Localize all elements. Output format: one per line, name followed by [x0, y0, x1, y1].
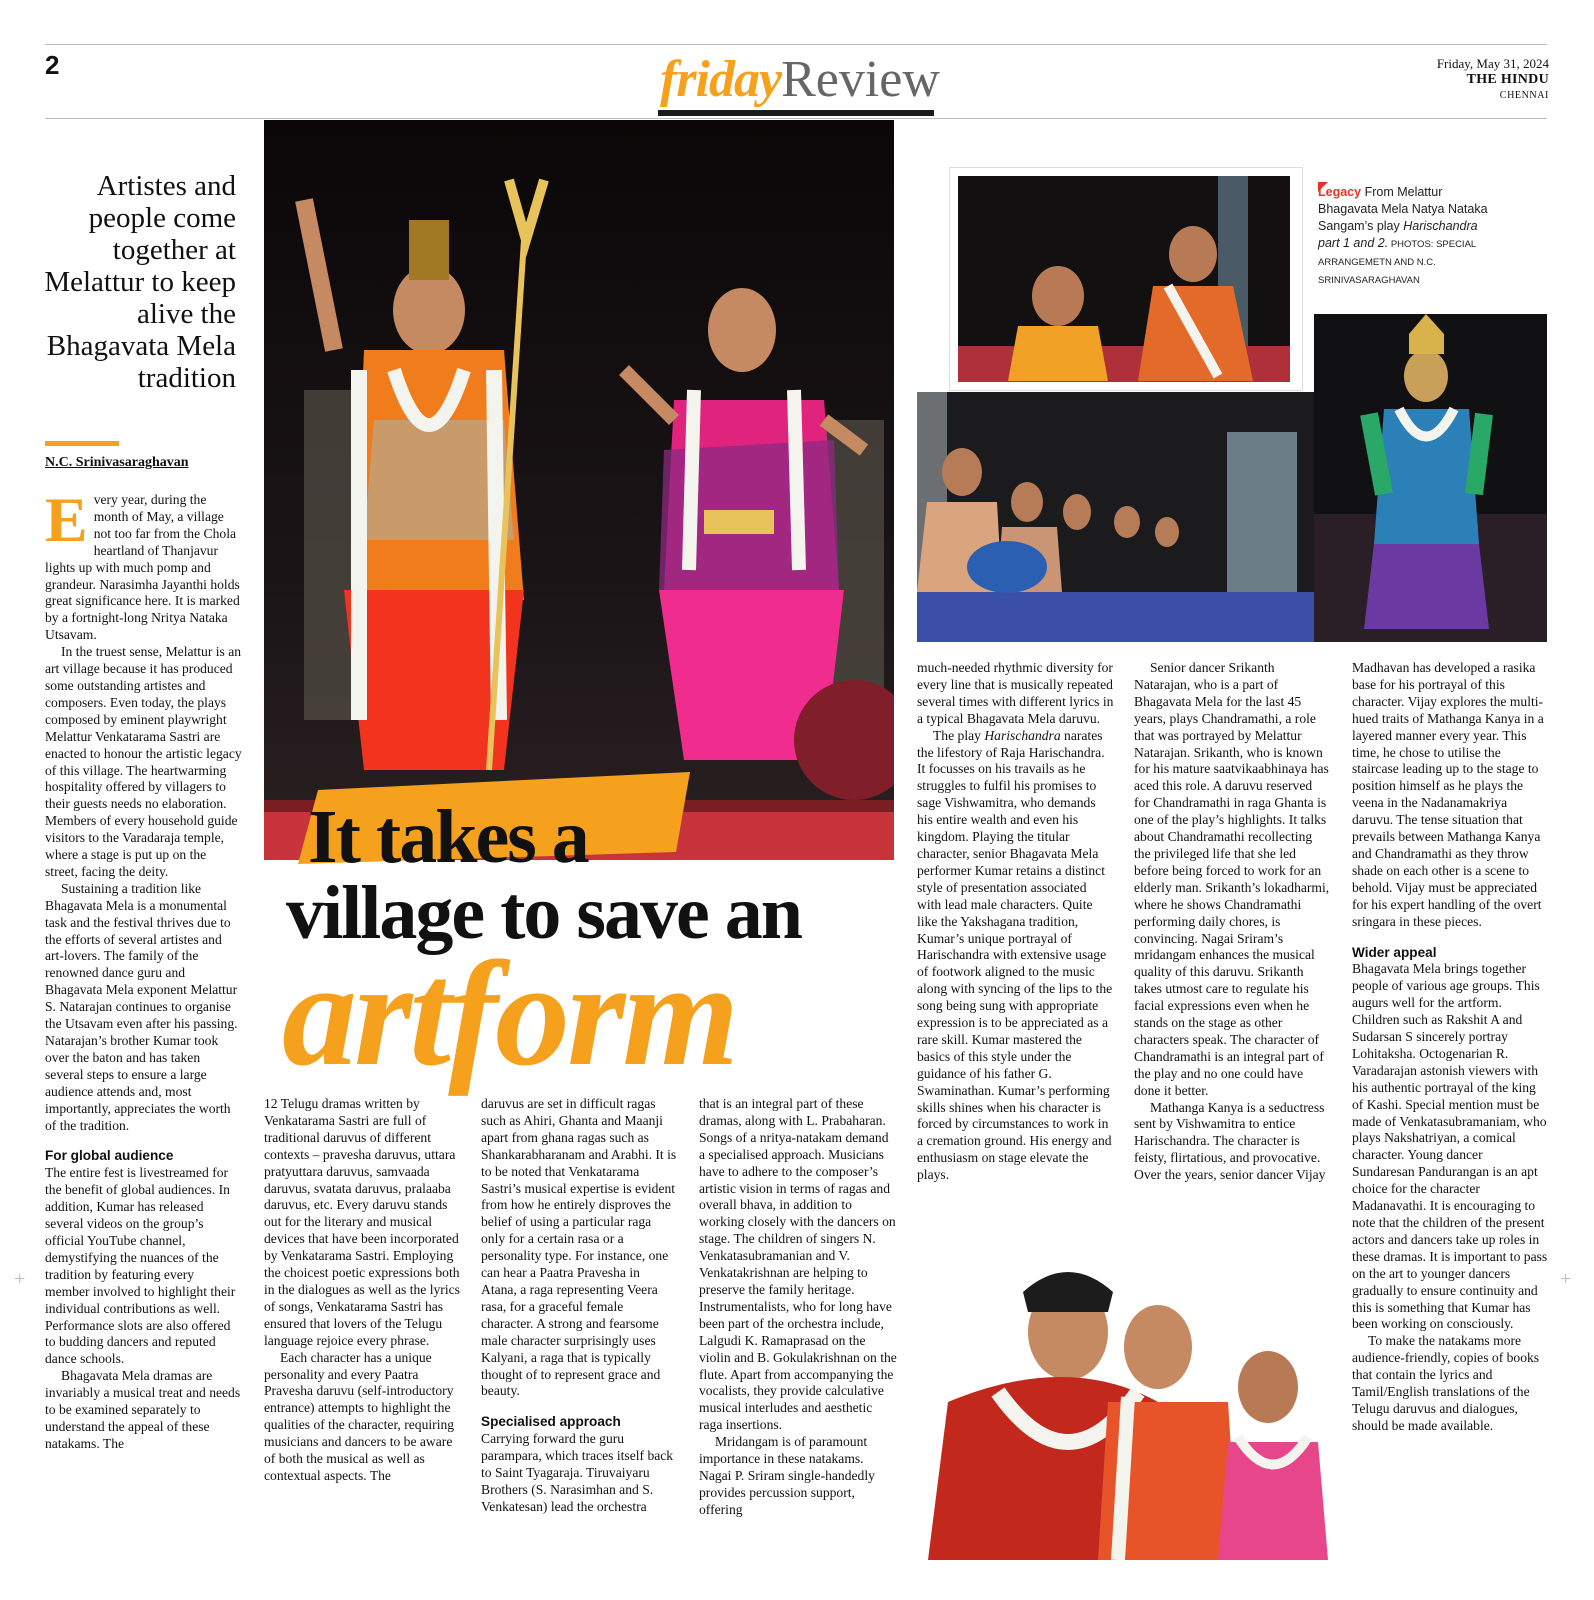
headline-line-1: It takes a	[308, 795, 588, 879]
col2-para-1: 12 Telugu dramas written by Venkatarama Sastri are full of traditional daruvus of different contexts – pravesha daruvus, uttara pratyuttara daruvus, samvaada daruvus, svatata daruvus, pralaaba daruvus, etc. Every daruvu stands out for the literary and musical devices that have been incorporated by Venkatarama Sastri. Employing the choicest poetic expressions both in the dialogues as well as the lyrics of songs, Venkatarama Sastri has ensured that lovers of the Telugu language rejoice every phrase.	[264, 1096, 460, 1348]
col1-para-3: Sustaining a tradition like Bhagavata Mela is a monumental task and the festival thrives due to the efforts of several artistes and art-lovers. The family of the renowned dance guru and Bhagavata Mela exponent Melattur S. Natarajan continues to organise the Utsavam even after his passing. Natarajan’s brother Kumar took over the baton and has taken several steps to ensure a large audience attends and, most importantly, appreciates the worth of the tradition.	[45, 880, 238, 1133]
dek-accent-bar	[45, 441, 119, 446]
column-1	[45, 484, 242, 1453]
caption-play-title: Harischandra part 1 and 2.	[1318, 219, 1478, 250]
column-2	[264, 1096, 460, 1485]
headline-line-3: artform	[282, 931, 737, 1097]
masthead-bar	[658, 110, 934, 116]
caption-text: From Melattur Bhagavata Mela Natya Nataka Sangam’s play	[1318, 185, 1488, 233]
subhead-wider-appeal: Wider appeal	[1352, 944, 1437, 960]
column-5	[917, 660, 1114, 1184]
subhead-specialised-approach: Specialised approach	[481, 1414, 621, 1430]
col1-para-1	[45, 484, 242, 644]
registration-mark-right: +	[1560, 1268, 1572, 1290]
photo-king-character	[1314, 314, 1547, 642]
col4-para-2: Mridangam is of paramount importance in these natakams. Nagai P. Sriram single-handedly provides percussion support, offering	[699, 1434, 875, 1517]
photo-caption	[1318, 184, 1498, 289]
col7-para-1: Madhavan has developed a rasika base for his portrayal of this character. Vijay explores the multi-hued traits of Mathanga Kanya in a layered manner every year. This time, he chose to utilise the staircase leading up to the stage to position himself as he plays the veena in the Nadanamakriya daruvu. The tense situation that prevails between Mathanga Kanya and Chandramathi as they throw shade on each other is a scene to behold. Vijay must be appreciated for his expert handling of the overt sringara in these pieces.	[1352, 660, 1544, 929]
section-masthead	[660, 52, 940, 108]
main-photo-shiva-parvati	[264, 120, 894, 860]
edition-city: CHENNAI	[1499, 90, 1549, 101]
registration-mark-left: +	[14, 1268, 26, 1290]
col5-para-2	[917, 728, 1114, 1184]
photo-three-characters	[928, 1252, 1336, 1560]
column-7	[1352, 660, 1548, 1435]
col6-para-1: Senior dancer Srikanth Natarajan, who is a part of Bhagavata Mela for the last 45 years, plays Chandramathi, a role that was portrayed by Melattur Natarajan. Srikanth, who is known for his mature saatvikaabhinaya has aced this role. A daruvu reserved for Chandramathi in raga Ghanta is one of the play’s highlights. It talks about Chandramathi recollecting the privileged life that she led before being forced to work for an elderly man. Srikanth’s lokadharmi, where he shows Chandramathi performing daily chores, is convincing. Nagai Sriram’s mridangam enhances the musical quality of this daruvu. Srikanth takes utmost care to regulate his facial expressions even when he stands on the stage as other characters speak. The character of Chandramathi is an integral part of the play and no one could have done it better.	[1134, 660, 1330, 1098]
caption-credit: PHOTOS: SPECIAL ARRANGEMETN AND N.C. SRINIVASARAGHAVAN	[1318, 239, 1476, 286]
drop-cap: E	[45, 484, 88, 555]
article-dek: Artistes and people come together at Melattur to keep alive the Bhagavata Mela tradition	[44, 170, 236, 394]
photo-lohitaksha-chandramathi	[950, 168, 1302, 390]
col3-para-1: daruvus are set in difficult ragas such as Ahiri, Ghanta and Maanji apart from ghana ragas such as Shankarabharanam and Arabhi. It is to be noted that Venkatarama Sastri’s musical expertise is evident from how he entirely disproves the belief of using a particular raga only for a certain rasa or a personality type. For instance, one can hear a Paatra Pravesha in Atana, a raga representing Veera rasa, for a graceful female character. A strong and fearsome male character surprisingly uses Kalyani, a raga that is typically thought of to represent grace and beauty.	[481, 1096, 677, 1399]
caption-label: Legacy	[1318, 185, 1362, 199]
col2-para-2: Each character has a unique personality and every Paatra Pravesha daruvu (self-introductory entrance) attempts to highlight the qualities of the character, requiring musicians and dancers to be aware of both the musical as well as contextual aspects. The	[264, 1349, 455, 1483]
col7-para-3: To make the natakams more audience-friendly, copies of books that contain the lyrics and Tamil/English translations of the Telugu daruvus and dialogues, should be made available.	[1352, 1333, 1540, 1433]
col1-para-2: In the truest sense, Melattur is an art village because it has produced some outstanding artistes and composers. Even today, the plays composed by eminent playwright Melattur Venkatarama Sastri are enacted to honour the artistic legacy of this village. The heartwarming hospitality offered by villagers to their guests needs no elaboration. Members of every household guide visitors to the Varadaraja temple, where a stage is put up on the street, facing the deity.	[45, 644, 242, 879]
dateline	[1437, 56, 1549, 104]
col7-para-2: Bhagavata Mela brings together people of various age groups. This augurs well for the artform. Children such as Rakshit A and Sudarsan S sincerely portray Lohitaksha. Octogenarian R. Varadarajan astonish viewers with his authentic portrayal of the king of Kashi. Special mention must be made of Venkatasubramaniam, who plays Nakshatriyan, a comical character. Young dancer Sundaresan Pandurangan is an apt choice for the character Madanavathi. It is encouraging to note that the children of the present actors and dancers take up roles in these dramas. It is important to pass on the art to younger dancers gradually to ensure continuity and this is something that Kumar has been working on consciously.	[1352, 961, 1548, 1332]
col5-play-title: Harischandra	[984, 727, 1061, 743]
column-6	[1134, 660, 1330, 1184]
masthead-friday: friday	[660, 51, 782, 108]
page-number: 2	[45, 50, 60, 80]
col1-para-4: The entire fest is livestreamed for the benefit of global audiences. In addition, Kumar has released several videos on the group’s official YouTube channel, demystifying the nuances of the tradition by featuring every member involved to highlight their individual contributions as well. Performance slots are also offered to budding dancers and reputed dance schools.	[45, 1165, 236, 1367]
column-4	[699, 1096, 897, 1519]
col1-para-1-text: very year, during the month of May, a village not too far from the Chola heartland of Thanjavur lights up with much pomp and grandeur. Narasimha Jayanthi holds great significance here. It is marked by a fortnight-long Nritya Nataka Utsavam.	[45, 492, 240, 643]
paper-name: THE HINDU	[1466, 72, 1549, 87]
col1-para-5: Bhagavata Mela dramas are invariably a musical treat and needs to be examined separately to understand the appeal of these natakams. The	[45, 1368, 241, 1451]
col5-para-2-lead: The play	[933, 727, 985, 743]
issue-date: Friday, May 31, 2024	[1436, 56, 1549, 71]
col5-para-2-text: narates the lifestory of Raja Harischandra. It focusses on his travails as he struggles to fulfil his promises to sage Vishwamitra, who demands his entire wealth and even his kingdom. Playing the titular character, senior Bhagavata Mela performer Kumar retains a distinct style of presentation associated with lead male characters. Quite like the Yakshagana tradition, Kumar’s unique portrayal of Harischandra with extensive usage of footwork aligned to the music along with syncing of the lips to the song being sung with appropriate expression is to be appreciated as a rare skill. Kumar mastered the basics of this style under the guidance of his father G. Swaminathan. Kumar’s performing skills shines when his character is forced by circumstances to work in a cremation ground. His energy and enthusiasm on stage elevate the plays.	[917, 727, 1113, 1183]
headline-line-2: village to save an	[286, 871, 801, 955]
col4-para-1: that is an integral part of these dramas, along with L. Prabaharan. Songs of a nritya-natakam demand a specialised approach. Musicians have to adhere to the composer’s artistic vision in terms of ragas and overall bhava, in addition to working closely with the dancers on stage. The children of singers N. Venkatasubramanian and V. Venkatakrishnan are helping to preserve the family heritage. Instrumentalists, who for long have been part of the orchestra include, Lalgudi K. Ramaprasad on the violin and B. Gokulakrishnan on the flute. Apart from accompanying the vocalists, they provide calculative musical interludes and aesthetic raga insertions.	[699, 1096, 897, 1433]
byline[interactable]: N.C. Srinivasaraghavan	[45, 455, 189, 470]
subhead-global-audience: For global audience	[45, 1148, 174, 1164]
col5-para-1: much-needed rhythmic diversity for every line that is musically repeated several times with different lyrics in a typical Bhagavata Mela daruvu.	[917, 660, 1114, 726]
col6-para-2: Mathanga Kanya is a seductress sent by Vishwamitra to entice Harischandra. The character is feisty, flirtatious, and provocative. Over the years, senior dancer Vijay	[1134, 1099, 1326, 1183]
column-3	[481, 1096, 677, 1516]
col3-para-2: Carrying forward the guru parampara, which traces itself back to Saint Tyagaraja. Tiruvaiyaru Brothers (S. Narasimhan and S. Venkatesan) lead the orchestra	[481, 1431, 674, 1514]
photo-orchestra	[917, 392, 1315, 642]
masthead-review: Review	[781, 51, 940, 108]
